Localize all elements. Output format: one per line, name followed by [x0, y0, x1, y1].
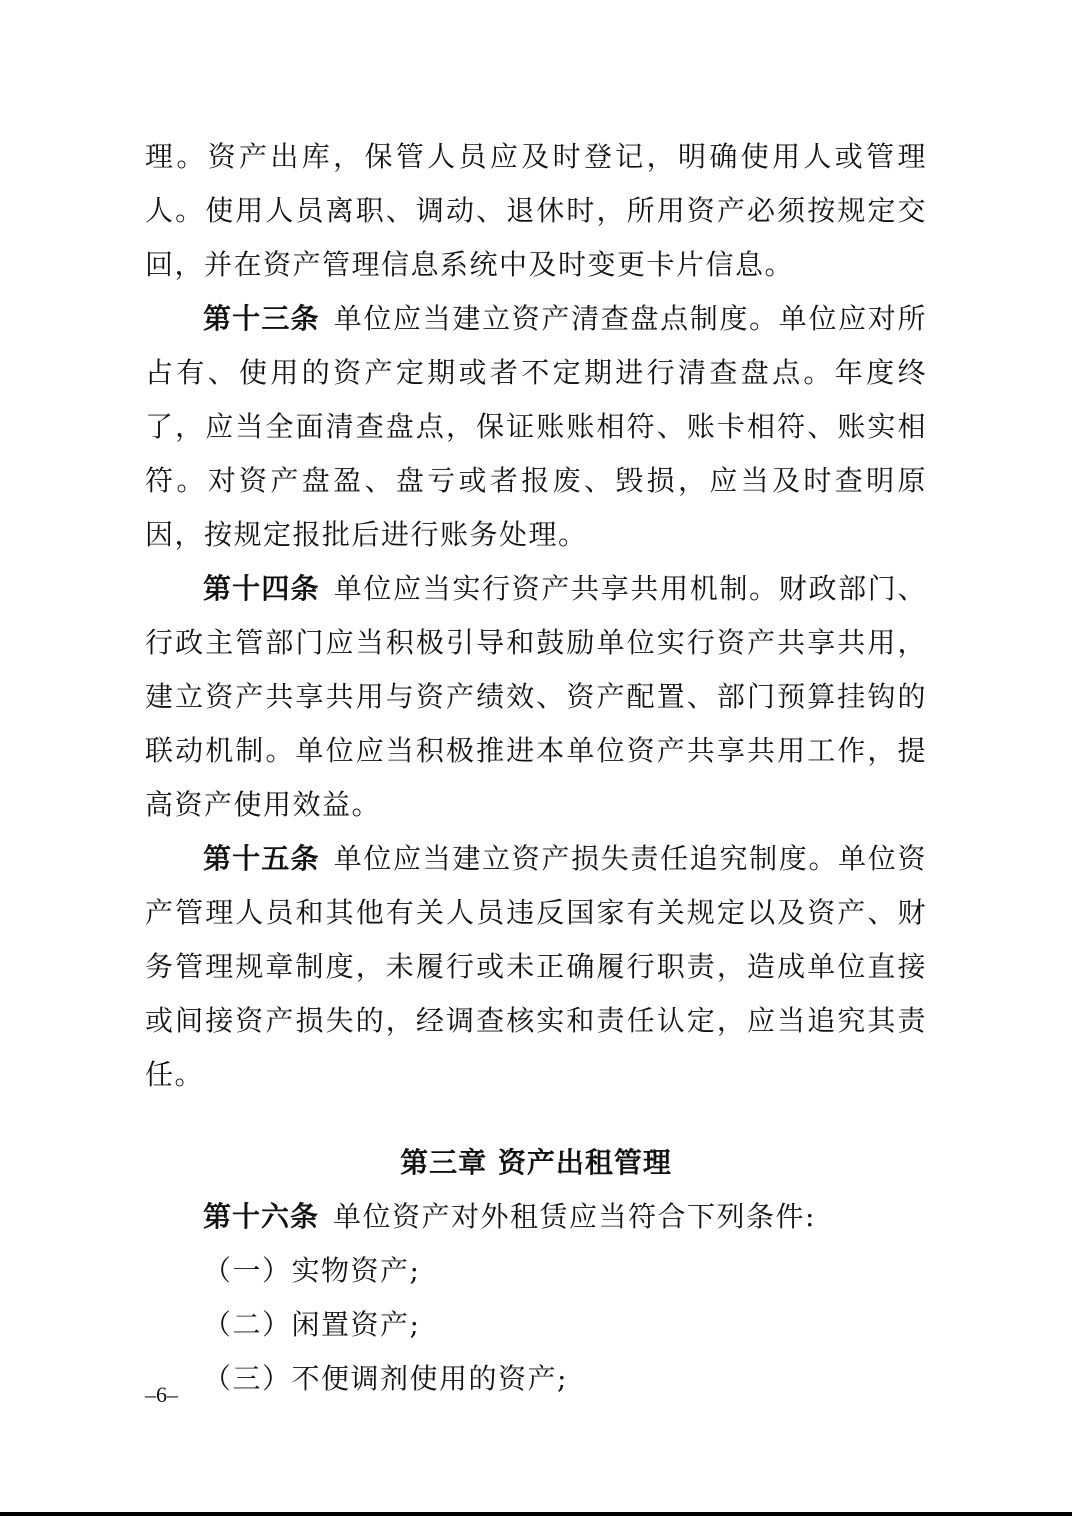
list-item: （三）不便调剂使用的资产; [203, 1362, 568, 1395]
article-13-text: 单位应当建立资产清查盘点制度。单位应对所占有、使用的资产定期或者不定期进行清查盘点。年度终了，应当全面清查盘点，保证账账相符、账卡相符、账实相符。对资产盘盈、盘亏或者报废、毁损，应当及时查明原因，按规定报批后进行账务处理。 [145, 302, 927, 551]
list-item: （一）实物资产; [203, 1254, 421, 1287]
bottom-border-line [0, 1512, 1072, 1516]
list-item: （二）闲置资产; [203, 1308, 421, 1341]
article-16-paragraph [145, 1190, 927, 1244]
article-13-number: 第十三条 [203, 302, 320, 335]
document-body [145, 130, 927, 1406]
article-14-number: 第十四条 [203, 572, 320, 605]
chapter-heading: 第三章 资产出租管理 [400, 1146, 672, 1179]
page-number: –6– [145, 1382, 178, 1407]
article-14-paragraph [145, 562, 927, 832]
article-15-number: 第十五条 [203, 842, 320, 875]
article-13-paragraph [145, 292, 927, 562]
article-15-paragraph [145, 832, 927, 1102]
continuation-paragraph: 理。资产出库，保管人员应及时登记，明确使用人或管理人。使用人员离职、调动、退休时，所用资产必须按规定交回，并在资产管理信息系统中及时变更卡片信息。 [145, 140, 927, 281]
article-16-number: 第十六条 [203, 1200, 320, 1233]
article-14-text: 单位应当实行资产共享共用机制。财政部门、行政主管部门应当积极引导和鼓励单位实行资产共享共用，建立资产共享共用与资产绩效、资产配置、部门预算挂钩的联动机制。单位应当积极推进本单位资产共享共用工作，提高资产使用效益。 [145, 572, 927, 821]
article-15-text: 单位应当建立资产损失责任追究制度。单位资产管理人员和其他有关人员违反国家有关规定以及资产、财务管理规章制度，未履行或未正确履行职责，造成单位直接或间接资产损失的，经调查核实和责任认定，应当追究其责任。 [145, 842, 927, 1091]
article-16-text: 单位资产对外租赁应当符合下列条件: [333, 1200, 816, 1233]
